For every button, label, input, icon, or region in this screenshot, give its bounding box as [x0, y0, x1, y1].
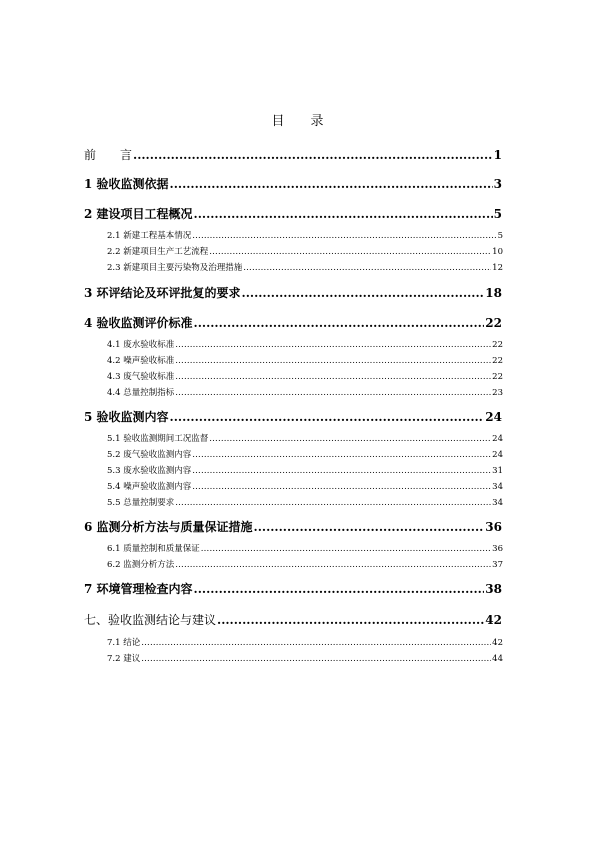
toc-entry-chapter-6[interactable]: [84, 518, 502, 535]
toc-entry-section-5-5[interactable]: [107, 496, 503, 508]
toc-entry-text: 2.3 新建项目主要污染物及治理措施: [107, 263, 243, 273]
toc-entry-page: 36: [492, 544, 503, 554]
toc-entry-text: 7.1 结论: [107, 638, 141, 648]
toc-entry-text: 4.1 废水验收标准: [107, 340, 175, 350]
toc-entry-text: 5.3 废水验收监测内容: [107, 466, 192, 476]
toc-entry-preface[interactable]: [84, 146, 502, 163]
toc-entry-page: 38: [485, 582, 502, 596]
toc-entry-page: 18: [485, 286, 502, 300]
toc-entry-section-4-4[interactable]: [107, 386, 503, 398]
toc-leader-dots: [170, 177, 493, 191]
toc-leader-dots: [141, 654, 491, 664]
toc-entry-chapter-4[interactable]: [84, 314, 502, 331]
toc-leader-dots: [170, 410, 485, 424]
toc-entry-section-7-1[interactable]: [107, 636, 503, 648]
toc-entry-section-5-4[interactable]: [107, 480, 503, 492]
toc-entry-chapter-2[interactable]: [84, 205, 502, 222]
toc-entry-text: 5.5 总量控制要求: [107, 498, 175, 508]
toc-entry-section-5-2[interactable]: [107, 448, 503, 460]
toc-entry-page: 22: [492, 340, 503, 350]
toc-leader-dots: [175, 498, 491, 508]
toc-entry-page: 34: [492, 498, 503, 508]
toc-entry-text: 3 环评结论及环评批复的要求: [84, 286, 241, 300]
toc-entry-text: 2.2 新建项目生产工艺流程: [107, 247, 209, 257]
toc-entry-text: 4.2 噪声验收标准: [107, 356, 175, 366]
toc-entry-page: 5: [497, 231, 503, 241]
toc-entry-section-6-1[interactable]: [107, 542, 503, 554]
toc-leader-dots: [254, 520, 485, 534]
toc-entry-text: 5.1 验收监测期间工况监督: [107, 434, 209, 444]
toc-entry-section-4-3[interactable]: [107, 370, 503, 382]
toc-entry-text: 4 验收监测评价标准: [84, 316, 193, 330]
toc-entry-conclusions[interactable]: [84, 611, 502, 628]
toc-entry-text: 2 建设项目工程概况: [84, 207, 193, 221]
toc-entry-chapter-7[interactable]: [84, 580, 502, 597]
toc-entry-section-5-1[interactable]: [107, 432, 503, 444]
toc-entry-section-4-2[interactable]: [107, 354, 503, 366]
toc-entry-page: 10: [492, 247, 503, 257]
toc-leader-dots: [194, 582, 485, 596]
toc-leader-dots: [192, 482, 491, 492]
toc-leader-dots: [175, 388, 491, 398]
toc-entry-page: 42: [485, 613, 502, 627]
toc-entry-text: 七、验收监测结论与建议: [84, 613, 217, 627]
toc-entry-page: 22: [485, 316, 502, 330]
toc-entry-section-4-1[interactable]: [107, 338, 503, 350]
toc-heading-left: 目: [271, 114, 285, 129]
toc-leader-dots: [175, 340, 491, 350]
toc-entry-text: 6.2 监测分析方法: [107, 560, 175, 570]
toc-entry-text: 2.1 新建工程基本情况: [107, 231, 192, 241]
toc-leader-dots: [243, 263, 491, 273]
toc-leader-dots: [217, 613, 484, 627]
toc-entry-chapter-5[interactable]: [84, 408, 502, 425]
toc-leader-dots: [194, 316, 485, 330]
toc-entry-section-5-3[interactable]: [107, 464, 503, 476]
toc-entry-page: 24: [485, 410, 502, 424]
toc-entry-page: 44: [492, 654, 503, 664]
toc-entry-section-2-2[interactable]: [107, 245, 503, 257]
toc-entry-page: 36: [485, 520, 502, 534]
toc-entry-page: 12: [492, 263, 503, 273]
toc-entry-page: 34: [492, 482, 503, 492]
toc-entry-text: 前 言: [84, 148, 133, 162]
toc-leader-dots: [175, 560, 491, 570]
toc-entry-page: 1: [493, 148, 502, 162]
toc-entry-section-2-1[interactable]: [107, 229, 503, 241]
toc-entry-page: 24: [492, 434, 503, 444]
toc-entry-page: 5: [493, 207, 502, 221]
toc-entry-page: 22: [492, 372, 503, 382]
toc-leader-dots: [192, 231, 496, 241]
toc-entry-text: 5.4 噪声验收监测内容: [107, 482, 192, 492]
toc-entry-text: 1 验收监测依据: [84, 177, 169, 191]
toc-leader-dots: [242, 286, 485, 300]
toc-leader-dots: [201, 544, 491, 554]
toc-entry-text: 7 环境管理检查内容: [84, 582, 193, 596]
toc-entry-section-2-3[interactable]: [107, 261, 503, 273]
toc-entry-page: 37: [492, 560, 503, 570]
toc-leader-dots: [192, 450, 491, 460]
toc-heading-right: 录: [310, 114, 324, 129]
toc-entry-text: 6.1 质量控制和质量保证: [107, 544, 200, 554]
toc-leader-dots: [192, 466, 491, 476]
toc-entry-chapter-1[interactable]: [84, 175, 502, 192]
toc-leader-dots: [141, 638, 491, 648]
toc-entry-page: 3: [493, 177, 502, 191]
toc-heading: [0, 110, 595, 129]
toc-entry-section-6-2[interactable]: [107, 558, 503, 570]
toc-entry-text: 7.2 建议: [107, 654, 141, 664]
toc-leader-dots: [175, 356, 491, 366]
toc-entry-page: 22: [492, 356, 503, 366]
toc-leader-dots: [194, 207, 493, 221]
toc-entry-text: 4.4 总量控制指标: [107, 388, 175, 398]
toc-entry-page: 23: [492, 388, 503, 398]
toc-entry-page: 24: [492, 450, 503, 460]
toc-entry-text: 6 监测分析方法与质量保证措施: [84, 520, 253, 534]
toc-entry-section-7-2[interactable]: [107, 652, 503, 664]
toc-leader-dots: [209, 434, 491, 444]
toc-entry-page: 31: [492, 466, 503, 476]
toc-entry-page: 42: [492, 638, 503, 648]
toc-leader-dots: [175, 372, 491, 382]
toc-entry-text: 5.2 废气验收监测内容: [107, 450, 192, 460]
toc-entry-text: 5 验收监测内容: [84, 410, 169, 424]
toc-entry-text: 4.3 废气验收标准: [107, 372, 175, 382]
toc-leader-dots: [209, 247, 491, 257]
toc-entry-chapter-3[interactable]: [84, 284, 502, 301]
toc-leader-dots: [133, 148, 493, 162]
